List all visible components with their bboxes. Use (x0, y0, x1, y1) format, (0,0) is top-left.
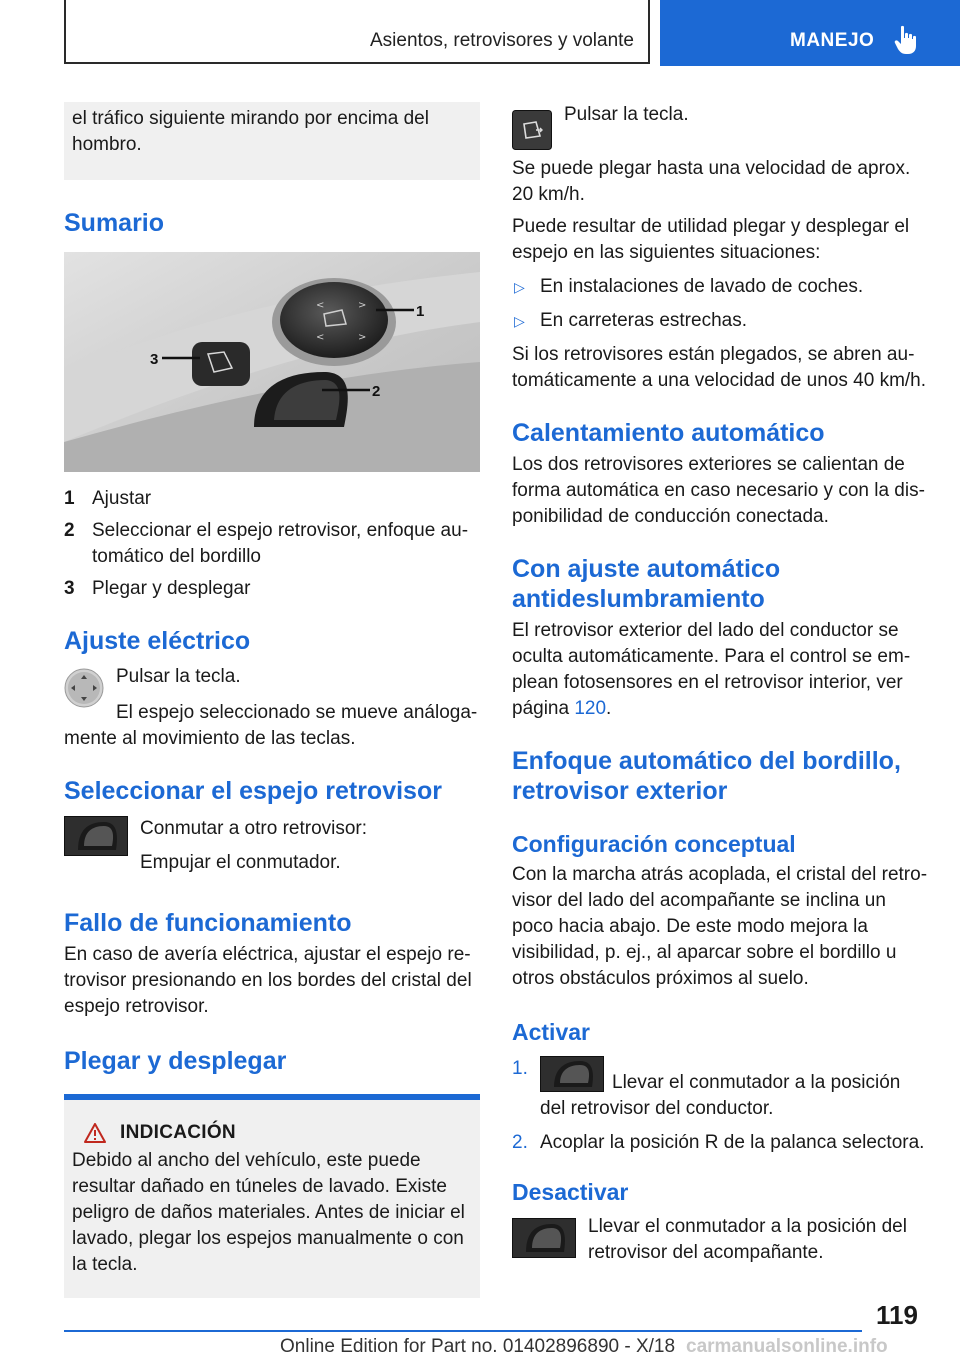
photo-label-3: 3 (150, 351, 159, 368)
antideslumbramiento-text (512, 618, 928, 722)
list-item-text: En instalaciones de lavado de coches. (540, 276, 864, 297)
legend-number: 3 (64, 578, 75, 599)
step-number: 2. (512, 1132, 528, 1153)
step-number: 1. (512, 1058, 528, 1079)
fold-key-row (512, 102, 928, 150)
warning-triangle-icon (84, 1123, 106, 1143)
mirror-adjust-key-icon (64, 668, 104, 708)
desactivar-text: Llevar el conmutador a la posición del retrovisor del acompañante. (588, 1216, 907, 1263)
enfoque-heading: Enfoque automático del bordillo, retrovisor exterior (512, 747, 901, 805)
list-item-text: En carreteras estrechas. (540, 310, 747, 331)
page-header (0, 0, 960, 66)
right-column (512, 102, 928, 1266)
footer-watermark: carmanualsonline.info (686, 1336, 888, 1357)
activar-steps (512, 1056, 928, 1156)
calentamiento-heading: Calentamiento automático (512, 419, 825, 447)
seleccionar-row (64, 816, 480, 876)
continued-text-box (64, 102, 480, 180)
legend-text: Seleccionar el espejo retrovisor, enfoque automático del bordillo (92, 520, 469, 567)
hand-pointer-icon (894, 25, 920, 55)
seleccionar-line2: Empujar el conmutador. (140, 852, 341, 873)
situations-intro: Puede resultar de utilidad plegar y desplegar el espejo en las siguientes situaciones: (512, 216, 910, 263)
ajuste-instruction: Pulsar la tecla. (116, 666, 241, 687)
page-reference-link[interactable]: 120 (574, 698, 607, 719)
situations-list (512, 274, 928, 334)
left-column (64, 102, 480, 1298)
notice-text: Debido al ancho del vehículo, este puede resultar dañado en túneles de lavado. Existe peligro de daños materiales. Antes de iniciar el lavado, plegar los espejos manualmente o con la tecla. (72, 1150, 465, 1275)
mirror-fold-key-icon (512, 110, 552, 150)
legend-number: 1 (64, 488, 75, 509)
step-text: Acoplar la posición R de la palanca selectora. (540, 1132, 925, 1153)
sumario-heading: Sumario (64, 209, 165, 237)
auto-unfold-text: Si los retrovisores están plegados, se abren automáticamente a una velocidad de unos 40 km/h. (512, 344, 927, 391)
page-number: 119 (876, 1300, 918, 1330)
mirror-selector-switch-icon (512, 1218, 576, 1258)
step-text: Llevar el conmutador a la posición del retrovisor del conductor. (540, 1072, 901, 1119)
desactivar-row (512, 1214, 928, 1266)
legend-text: Ajustar (92, 488, 152, 509)
legend-number: 2 (64, 520, 75, 541)
header-section-box (64, 0, 650, 64)
configuracion-heading: Configuración conceptual (512, 831, 796, 857)
pulsar-tecla-text: Pulsar la tecla. (564, 104, 689, 125)
ajuste-heading: Ajuste eléctrico (64, 627, 251, 655)
desactivar-heading: Desactivar (512, 1179, 629, 1205)
seleccionar-line1: Conmutar a otro retrovisor: (140, 818, 368, 839)
list-item (512, 308, 928, 334)
fallo-heading: Fallo de funcionamiento (64, 909, 352, 937)
legend-item (64, 486, 480, 512)
legend-text: Plegar y desplegar (92, 578, 251, 599)
notice-box (64, 1094, 480, 1298)
footer-edition: Online Edition for Part no. 01402896890 - X/18 (280, 1336, 676, 1357)
seleccionar-text (140, 816, 367, 876)
mirror-selector-switch-icon (64, 816, 128, 856)
legend-item (64, 576, 480, 602)
list-item (512, 274, 928, 300)
header-chapter-tab[interactable] (660, 0, 960, 66)
svg-text:<: < (316, 300, 325, 311)
triangle-bullet-icon: ▷ (514, 313, 525, 329)
photo-legend (64, 486, 480, 602)
list-item (512, 1130, 928, 1156)
seleccionar-heading: Seleccionar el espejo retrovisor (64, 777, 442, 805)
activar-heading: Activar (512, 1019, 590, 1045)
calentamiento-text: Los dos retrovisores exteriores se calientan de forma automática en caso necesario y con la disponibilidad de conducción conectada. (512, 454, 925, 527)
fallo-text: En caso de avería eléctrica, ajustar el espejo retrovisor presionando en los bordes del cristal del espejo retrovisor. (64, 944, 472, 1017)
configuracion-text: Con la marcha atrás acoplada, el cristal del retrovisor del lado del acompañante se inclina un poco hacia abajo. De este modo mejora la visibilidad, p. ej., al aparcar sobre el bordillo u otros obstáculos próximos al suelo. (512, 864, 928, 989)
notice-title: INDICACIÓN (120, 1122, 236, 1143)
svg-text:>: > (358, 300, 367, 311)
notice-title-row (72, 1122, 472, 1144)
photo-label-1: 1 (416, 303, 425, 320)
antideslumbramiento-body: El retrovisor exterior del lado del conductor se oculta automáticamente. Para el control se emplean fotosensores en el retrovisor interior, ver página (512, 620, 911, 719)
list-item (512, 1056, 928, 1122)
triangle-bullet-icon: ▷ (514, 279, 525, 295)
legend-item (64, 518, 480, 570)
speed-limit-text: Se puede plegar hasta una velocidad de aprox. 20 km/h. (512, 158, 911, 205)
antideslumbramiento-end: . (606, 698, 612, 719)
mirror-selector-switch-icon (540, 1056, 604, 1092)
photo-label-2: 2 (372, 383, 381, 400)
step-body (540, 1056, 928, 1122)
footer-divider (64, 1330, 862, 1332)
svg-text:<: < (316, 332, 325, 343)
antideslumbramiento-heading: Con ajuste automático antideslumbramiento (512, 555, 781, 613)
intro-text: el tráfico siguiente mirando por encima del hombro. (72, 108, 429, 155)
mirror-control-photo (64, 252, 480, 472)
plegar-heading: Plegar y desplegar (64, 1047, 287, 1075)
ajuste-description: El espejo seleccionado se mueve análogamente al movimiento de las teclas. (64, 702, 478, 749)
header-chapter-label: MANEJO (790, 30, 875, 51)
svg-text:>: > (358, 332, 367, 343)
header-section-title: Asientos, retrovisores y volante (369, 30, 634, 51)
